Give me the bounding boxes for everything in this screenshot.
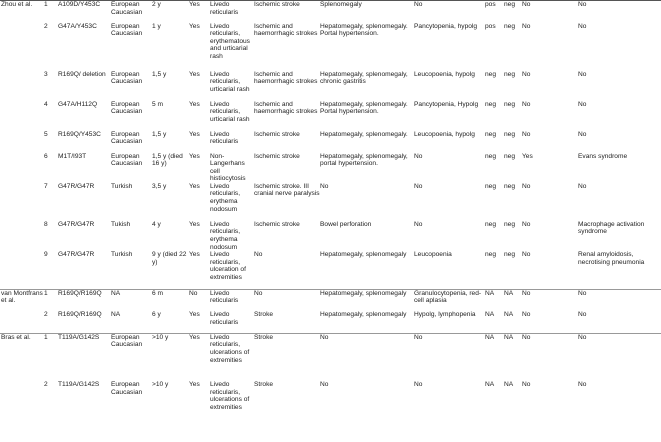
neuro-cell: Ischemic stroke. III cranial nerve paralysis [254,182,320,198]
author-cell [0,221,44,251]
antibody-a-cell: NA [485,289,504,311]
antibody-a-cell: NA [485,311,495,319]
other-cell: Macrophage activation syndrome [578,220,645,236]
visceral-cell: Splenomegaly [320,1,414,23]
skin-cell: Livedo reticularis, urticarial rash [210,70,250,93]
skin-cell: Livedo reticularis, ulcerations of extremities [210,333,254,381]
immunodeficiency-cell: No [522,381,531,389]
other-cell: No [578,100,587,108]
patient-number-cell: 1 [44,1,58,23]
antibody-a-cell: neg [485,100,497,108]
mutation-cell: R169Q/R169Q [58,311,102,319]
fever-cell: No [189,289,210,311]
ethnicity-cell: European Caucasian [111,100,143,116]
antibody-a-cell: pos [485,1,504,23]
author-cell [0,101,44,131]
onset-age-cell: 1,5 y [152,70,167,78]
table-row [0,251,661,289]
patient-number-cell: 3 [44,70,48,78]
onset-age-cell: >10 y [152,333,189,381]
immunodeficiency-cell: No [522,100,531,108]
table-row [0,183,661,221]
table-row [0,71,661,101]
visceral-cell: Hepatomegaly, splenomegaly. Portal hypertension. [320,100,408,116]
other-cell: No [578,182,587,190]
table-row [0,1,661,23]
onset-age-cell: 4 y [152,220,161,228]
visceral-cell: Hepatomegaly, splenomegaly, chronic gastritis [320,70,408,86]
onset-age-cell: >10 y [152,381,169,389]
hematologic-cell: Pancytopenia, Hypolg [414,100,479,108]
table-row [0,131,661,153]
skin-cell: Livedo reticularis [210,311,239,326]
author-cell [0,311,44,333]
antibody-a-cell: neg [485,251,497,259]
table-row [0,311,661,333]
ethnicity-cell: European Caucasian [111,1,152,23]
antibody-a-cell: neg [485,220,497,228]
antibody-b-cell: neg [504,220,516,228]
other-cell: Evans syndrome [578,152,628,160]
visceral-cell: Hepatomegaly, splenomegaly [320,289,414,311]
mutation-cell: R169Q/ deletion [58,70,106,78]
table-row [0,153,661,183]
antibody-b-cell: neg [504,70,516,78]
table-row [0,289,661,311]
onset-age-cell: 3,5 y [152,182,167,190]
antibody-b-cell: neg [504,1,522,23]
other-cell: No [578,1,661,23]
immunodeficiency-cell: No [522,1,578,23]
author-cell: Bras et al. [0,333,44,381]
antibody-a-cell: neg [485,70,497,78]
table-row [0,221,661,251]
author-cell [0,153,44,183]
hematologic-cell: No [414,152,423,160]
other-cell: No [578,289,661,311]
other-cell: No [578,130,587,138]
onset-age-cell: 6 m [152,289,189,311]
other-cell: No [578,70,587,78]
antibody-b-cell: NA [504,381,514,389]
ethnicity-cell: Turkish [111,182,133,190]
patient-number-cell: 1 [44,333,58,381]
mutation-cell: G47R/G47R [58,251,95,259]
ethnicity-cell: Turkish [111,251,133,259]
table-body [0,1,661,422]
other-cell: No [578,381,587,389]
hematologic-cell: No [414,1,485,23]
mutation-cell: T119A/G142S [58,333,111,381]
hematologic-cell: No [414,333,485,381]
patient-number-cell: 4 [44,100,48,108]
hematologic-cell: No [414,182,423,190]
skin-cell: Livedo reticularis, ulceration of extremities [210,251,246,282]
ethnicity-cell: European Caucasian [111,70,143,86]
hematologic-cell: Leucopoenia, hypolg [414,130,475,138]
antibody-b-cell: neg [504,100,516,108]
antibody-b-cell: NA [504,311,514,319]
immunodeficiency-cell: No [522,289,578,311]
antibody-a-cell: neg [485,182,497,190]
skin-cell: Livedo reticularis [210,1,254,23]
author-cell [0,251,44,289]
table-row [0,381,661,421]
visceral-cell: Hepatomegaly, splenomegaly, portal hypertension. [320,152,408,168]
ethnicity-cell: NA [111,311,121,319]
visceral-cell: No [320,381,329,389]
table-row [0,101,661,131]
table-row [0,333,661,381]
skin-cell: Livedo reticularis [210,289,254,311]
immunodeficiency-cell: No [522,311,531,319]
mutation-cell: M1T/I93T [58,152,87,160]
patient-number-cell: 8 [44,220,48,228]
immunodeficiency-cell: No [522,70,531,78]
neuro-cell: Ischemic stroke [254,1,320,23]
neuro-cell: No [254,251,263,259]
hematologic-cell: Granulocytopenia, red-cell aplasia [414,289,485,311]
other-cell: Renal amyloidosis, necrotising pneumonia [578,251,645,266]
fever-cell: Yes [189,152,200,160]
onset-age-cell: 1 y [152,22,161,30]
visceral-cell: No [320,333,414,381]
fever-cell: Yes [189,381,200,389]
onset-age-cell: 5 m [152,100,163,108]
ethnicity-cell: European Caucasian [111,381,143,396]
fever-cell: Yes [189,220,200,228]
other-cell: No [578,311,587,319]
immunodeficiency-cell: No [522,251,531,259]
neuro-cell: No [254,289,320,311]
mutation-cell: R169Q/Y453C [58,130,101,138]
mutation-cell: T119A/G142S [58,381,100,389]
neuro-cell: Ischemic stroke [254,220,300,228]
visceral-cell: No [320,182,329,190]
onset-age-cell: 9 y (died 22 y) [152,251,187,266]
skin-cell: Non-Langerhans cell histiocytosis [210,152,246,183]
neuro-cell: Ischemic and haemorrhagic strokes [254,100,318,116]
fever-cell: Yes [189,70,200,78]
fever-cell: Yes [189,1,210,23]
table-row [0,23,661,71]
author-cell [0,183,44,221]
skin-cell: Livedo reticularis, erythema nodosum [210,182,241,213]
patient-number-cell: 5 [44,130,48,138]
fever-cell: Yes [189,251,200,259]
mutation-cell: G47R/G47R [58,220,95,228]
ethnicity-cell: European Caucasian [111,130,143,146]
skin-cell: Livedo reticularis [210,130,239,146]
immunodeficiency-cell: No [522,333,578,381]
author-cell: Zhou et al. [0,1,44,23]
antibody-a-cell: pos [485,22,496,30]
fever-cell: Yes [189,182,200,190]
patient-number-cell: 1 [44,289,58,311]
mutation-cell: G47A/H112Q [58,100,98,108]
skin-cell: Livedo reticularis, ulcerations of extremities [210,381,250,412]
patient-number-cell: 2 [44,311,48,319]
author-cell [0,381,44,421]
other-cell: No [578,22,587,30]
onset-age-cell: 1,5 y [152,130,167,138]
onset-age-cell: 2 y [152,1,189,23]
antibody-b-cell: neg [504,251,516,259]
hematologic-cell: No [414,220,423,228]
mutation-cell: R169Q/R169Q [58,289,111,311]
antibody-b-cell: NA [504,333,522,381]
antibody-b-cell: neg [504,130,516,138]
neuro-cell: Ischemic and haemorrhagic strokes [254,22,318,38]
patient-number-cell: 2 [44,381,48,389]
antibody-a-cell: NA [485,381,495,389]
mutation-cell: A109D/Y453C [58,1,111,23]
visceral-cell: Hepatomegaly, splenomegaly [320,311,407,319]
antibody-a-cell: neg [485,152,497,160]
neuro-cell: Ischemic stroke [254,152,300,160]
immunodeficiency-cell: No [522,22,531,30]
mutation-cell: G47R/G47R [58,182,95,190]
author-cell: van Montfrans et al. [0,289,44,311]
onset-age-cell: 6 y [152,311,161,319]
author-cell [0,23,44,71]
patient-number-cell: 6 [44,152,48,160]
fever-cell: Yes [189,333,210,381]
neuro-cell: Stroke [254,381,274,389]
ethnicity-cell: Tukish [111,220,131,228]
hematologic-cell: No [414,381,423,389]
hematologic-cell: Leucopoenia [414,251,452,259]
visceral-cell: Hepatomegaly, splenomegaly [320,251,407,259]
fever-cell: Yes [189,311,200,319]
onset-age-cell: 1,5 y (died 16 y) [152,152,183,168]
antibody-b-cell: neg [504,182,516,190]
hematologic-cell: Pancytopenia, hypolg [414,22,478,30]
author-cell [0,71,44,101]
antibody-a-cell: NA [485,333,504,381]
skin-cell: Livedo reticularis, erythematous and urticarial rash [210,22,250,60]
immunodeficiency-cell: No [522,220,531,228]
antibody-b-cell: neg [504,152,516,160]
ethnicity-cell: European Caucasian [111,152,143,168]
patient-number-cell: 9 [44,251,48,259]
antibody-b-cell: NA [504,289,522,311]
hematologic-cell: Hypolg, lymphopenia [414,311,476,319]
other-cell: No [578,333,661,381]
neuro-cell: Ischemic stroke [254,130,300,138]
hematologic-cell: Leucopoenia, hypolg [414,70,475,78]
antibody-a-cell: neg [485,130,497,138]
antibody-b-cell: neg [504,22,516,30]
ethnicity-cell: NA [111,289,152,311]
mutation-cell: G47A/Y453C [58,22,97,30]
ethnicity-cell: European Caucasian [111,22,143,38]
neuro-cell: Ischemic and haemorrhagic strokes [254,70,318,86]
visceral-cell: Hepatomegaly, splenomegaly. [320,130,408,138]
immunodeficiency-cell: No [522,130,531,138]
patient-number-cell: 2 [44,22,48,30]
immunodeficiency-cell: Yes [522,152,533,160]
fever-cell: Yes [189,100,200,108]
skin-cell: Livedo reticularis, urticarial rash [210,100,250,123]
skin-cell: Livedo reticularis, erythema nodosum [210,220,241,251]
author-cell [0,131,44,153]
visceral-cell: Hepatomegaly, splenomegaly. Portal hypertension. [320,22,408,38]
ethnicity-cell: European Caucasian [111,333,152,381]
visceral-cell: Bowel perforation [320,220,372,228]
fever-cell: Yes [189,22,200,30]
neuro-cell: Stroke [254,311,274,319]
fever-cell: Yes [189,130,200,138]
patient-number-cell: 7 [44,182,48,190]
neuro-cell: Stroke [254,333,320,381]
immunodeficiency-cell: No [522,182,531,190]
